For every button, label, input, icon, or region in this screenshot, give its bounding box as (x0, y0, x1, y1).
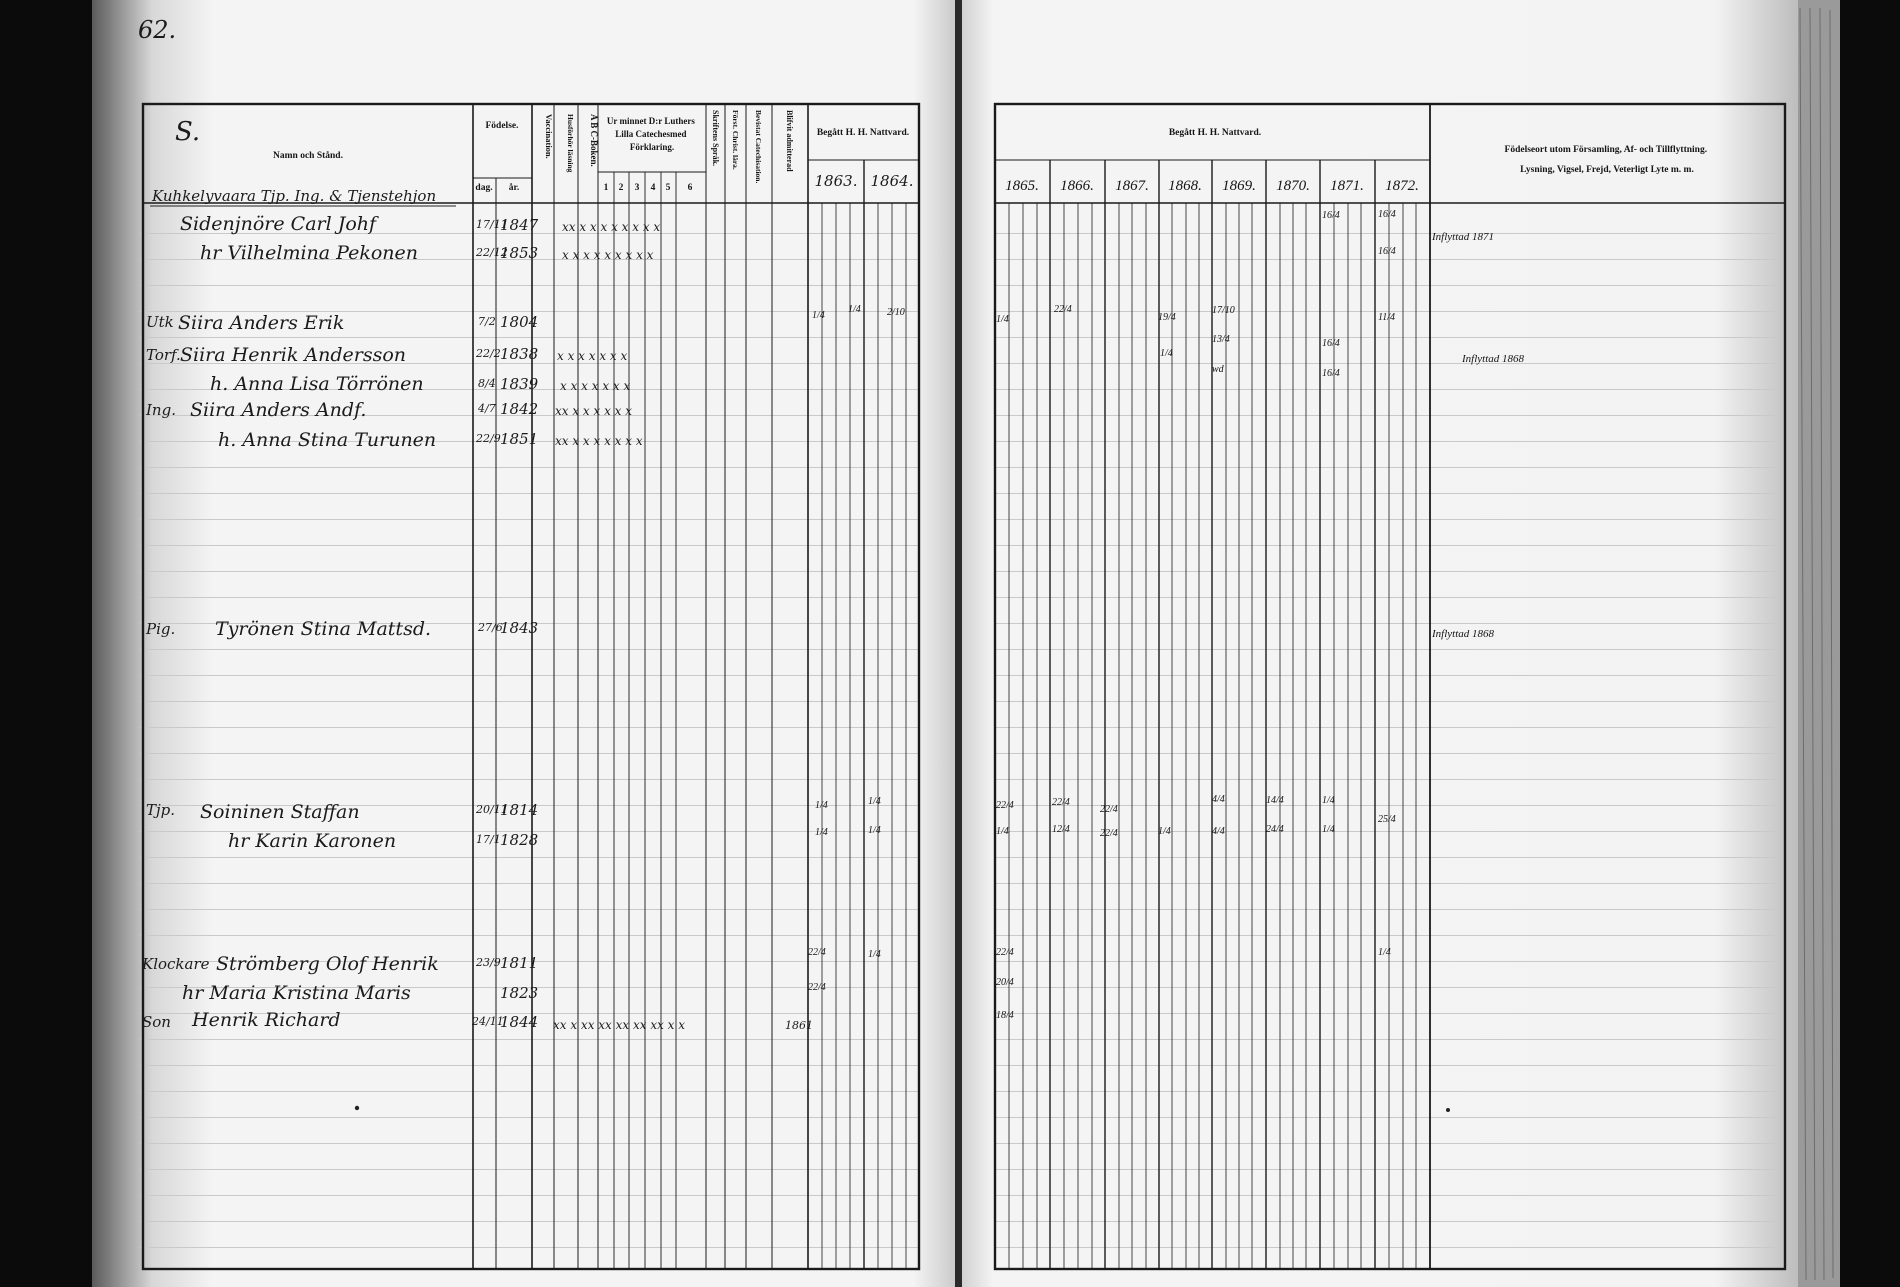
svg-text:16/4: 16/4 (1322, 368, 1340, 379)
svg-text:13/4: 13/4 (1212, 334, 1230, 345)
right-communion-header: Begått H. H. Nattvard. (1168, 128, 1262, 138)
svg-text:22/4: 22/4 (1100, 804, 1118, 815)
birth-year: 1804 (500, 313, 539, 331)
birth-year: 1811 (500, 954, 539, 972)
remarks-header: Födelseort utom Församling, Af- och Tillflyttning. Lysning, Vigsel, Frejd, Veterligt Lyte m. m. (1504, 145, 1708, 175)
confirmation-header: Bevistat Catechisation. (754, 110, 763, 184)
person-title: Tjp. (146, 801, 176, 819)
birth-year: 1823 (500, 984, 539, 1002)
person-title: Pig. (146, 620, 176, 638)
svg-text:wd: wd (1212, 364, 1224, 375)
birth-year: 1844 (500, 1013, 539, 1031)
svg-text:16/4: 16/4 (1378, 209, 1396, 220)
reading-marks: xx x xx xx xx xx xx x x (553, 1018, 686, 1032)
birth-year: 1851 (500, 430, 539, 448)
household-header: Kuhkelyvaara Tjp. Ing. & Tjenstehjon (152, 187, 437, 205)
year-1863: 1863. (814, 172, 858, 190)
person-title: Klockare (142, 955, 210, 973)
reading-marks: xx x x x x x x x x (562, 220, 661, 234)
svg-text:1/4: 1/4 (868, 796, 881, 807)
person-name: hr Karin Karonen (228, 830, 397, 852)
person-name: Sidenjnöre Carl Johf (180, 213, 377, 235)
birth-day: 8/4 (478, 377, 496, 390)
page-number: 62. (138, 16, 177, 44)
person-name: Soininen Staffan (200, 801, 360, 823)
svg-text:1/4: 1/4 (1160, 348, 1173, 359)
reading-header: Husförhör läsning (566, 114, 575, 173)
svg-text:1/4: 1/4 (996, 826, 1009, 837)
birth-day: 7/2 (478, 315, 496, 328)
person-name: hr Maria Kristina Maris (182, 982, 411, 1004)
person-name: Siira Anders Andf. (190, 399, 367, 421)
left-communion-header: Begått H. H. Nattvard. (816, 128, 910, 138)
svg-text:16/4: 16/4 (1378, 246, 1396, 257)
birth-header: Födelse. (485, 121, 519, 131)
birth-day: 24/11 (472, 1015, 504, 1028)
catechism-col-6: 6 (687, 183, 693, 193)
birth-day: 23/9 (476, 956, 501, 969)
person-name: Tyrönen Stina Mattsd. (215, 618, 432, 640)
svg-text:1/4: 1/4 (868, 949, 881, 960)
birth-day: 4/7 (478, 402, 496, 415)
year-1865: 1865. (1005, 178, 1039, 194)
svg-text:16/4: 16/4 (1322, 210, 1340, 221)
birth-year: 1847 (500, 216, 539, 234)
year-1871: 1871. (1330, 178, 1364, 194)
person-name: hr Vilhelmina Pekonen (200, 242, 418, 264)
svg-text:24/4: 24/4 (1266, 824, 1284, 835)
person-title: Ing. (146, 401, 176, 419)
year-1866: 1866. (1060, 178, 1094, 194)
year-1870: 1870. (1276, 178, 1310, 194)
year-1864: 1864. (870, 172, 914, 190)
person-name: h. Anna Lisa Törrönen (210, 373, 424, 395)
reading-marks: xx x x x x x x (555, 404, 633, 418)
year-1869: 1869. (1222, 178, 1256, 194)
remark-2: Inflyttad 1868 (1462, 353, 1525, 365)
svg-text:1/4: 1/4 (1158, 826, 1171, 837)
book-gutter (955, 0, 962, 1287)
svg-text:17/10: 17/10 (1212, 305, 1235, 316)
name-header: Namn och Stånd. (273, 151, 343, 161)
svg-text:1/4: 1/4 (812, 310, 825, 321)
reading-marks: x x x x x x x x x (562, 248, 654, 262)
birth-day: 22/9 (476, 432, 501, 445)
abc-header: A B C-Boken. (589, 114, 599, 167)
svg-text:22/4: 22/4 (996, 800, 1014, 811)
svg-text:25/4: 25/4 (1378, 814, 1396, 825)
svg-text:14/4: 14/4 (1266, 795, 1284, 806)
birth-year-header: år. (508, 183, 520, 193)
vaccination-header: Vaccination. (544, 114, 554, 159)
catechism-col-5: 5 (665, 183, 671, 193)
birth-day: 22/2 (476, 347, 501, 360)
birth-year: 1853 (500, 244, 539, 262)
birth-year: 1842 (500, 400, 539, 418)
person-title: Utk (146, 313, 174, 331)
svg-text:1/4: 1/4 (1378, 947, 1391, 958)
reading-marks: x x x x x x x (560, 379, 631, 393)
catechism-col-4: 4 (650, 183, 656, 193)
svg-text:12/4: 12/4 (1052, 824, 1070, 835)
person-name: h. Anna Stina Turunen (218, 429, 437, 451)
remark-1: Inflyttad 1871 (1432, 231, 1495, 243)
year-1868: 1868. (1168, 178, 1202, 194)
year-1872: 1872. (1385, 178, 1419, 194)
svg-text:1/4: 1/4 (848, 304, 861, 315)
birth-day: 22/12 (476, 246, 508, 259)
svg-text:1/4: 1/4 (815, 800, 828, 811)
svg-text:11/4: 11/4 (1378, 312, 1396, 323)
birth-day: 27/6 (478, 621, 503, 634)
svg-text:4/4: 4/4 (1212, 826, 1225, 837)
svg-text:19/4: 19/4 (1158, 312, 1176, 323)
reading-marks: x x x x x x x (557, 349, 628, 363)
person-name: Siira Anders Erik (178, 312, 345, 334)
svg-text:22/4: 22/4 (808, 947, 826, 958)
birth-year: 1838 (500, 345, 539, 363)
birth-year: 1843 (500, 619, 539, 637)
catechism-col-2: 2 (618, 183, 624, 193)
person-title: Torf. (146, 346, 181, 364)
birth-year: 1814 (500, 801, 539, 819)
svg-text:2/10: 2/10 (887, 307, 905, 318)
birth-day: 20/11 (476, 803, 508, 816)
svg-text:1/4: 1/4 (868, 825, 881, 836)
reading-marks: xx x x x x x x x (555, 434, 643, 448)
birth-day-header: dag. (475, 183, 493, 193)
svg-text:22/4: 22/4 (1054, 304, 1072, 315)
svg-text:22/4: 22/4 (996, 947, 1014, 958)
person-name: Henrik Richard (192, 1009, 341, 1031)
remark-3: Inflyttad 1868 (1432, 628, 1495, 640)
svg-text:1/4: 1/4 (1322, 824, 1335, 835)
svg-text:1/4: 1/4 (1322, 795, 1335, 806)
birth-year: 1828 (500, 831, 539, 849)
admitted-header: Blifvit admitterad (785, 110, 794, 172)
catechism-col-1: 1 (603, 183, 609, 193)
svg-text:1/4: 1/4 (815, 827, 828, 838)
person-name: Siira Henrik Andersson (180, 344, 407, 366)
scripture-header: Skriftens Språk. (711, 110, 720, 167)
catechism-col-3: 3 (634, 183, 640, 193)
svg-text:18/4: 18/4 (996, 1010, 1014, 1021)
christian-header: Först. Christ. lära. (731, 110, 740, 170)
admitted-year: 1861 (785, 1019, 813, 1032)
person-name: Strömberg Olof Henrik (216, 953, 439, 975)
person-title: Son (142, 1013, 171, 1031)
birth-year: 1839 (500, 375, 539, 393)
svg-text:20/4: 20/4 (996, 977, 1014, 988)
svg-text:1/4: 1/4 (996, 314, 1009, 325)
svg-text:22/4: 22/4 (808, 982, 826, 993)
svg-text:22/4: 22/4 (1100, 828, 1118, 839)
birth-day: 17/11 (476, 218, 508, 231)
section-letter: S. (175, 117, 201, 147)
catechism-header: Ur minnet D:r Luthers Lilla Catechesmed Förklaring. (606, 116, 695, 152)
svg-text:22/4: 22/4 (1052, 797, 1070, 808)
svg-text:4/4: 4/4 (1212, 794, 1225, 805)
birth-day: 17/1 (476, 833, 501, 846)
svg-text:16/4: 16/4 (1322, 338, 1340, 349)
year-1867: 1867. (1115, 178, 1149, 194)
